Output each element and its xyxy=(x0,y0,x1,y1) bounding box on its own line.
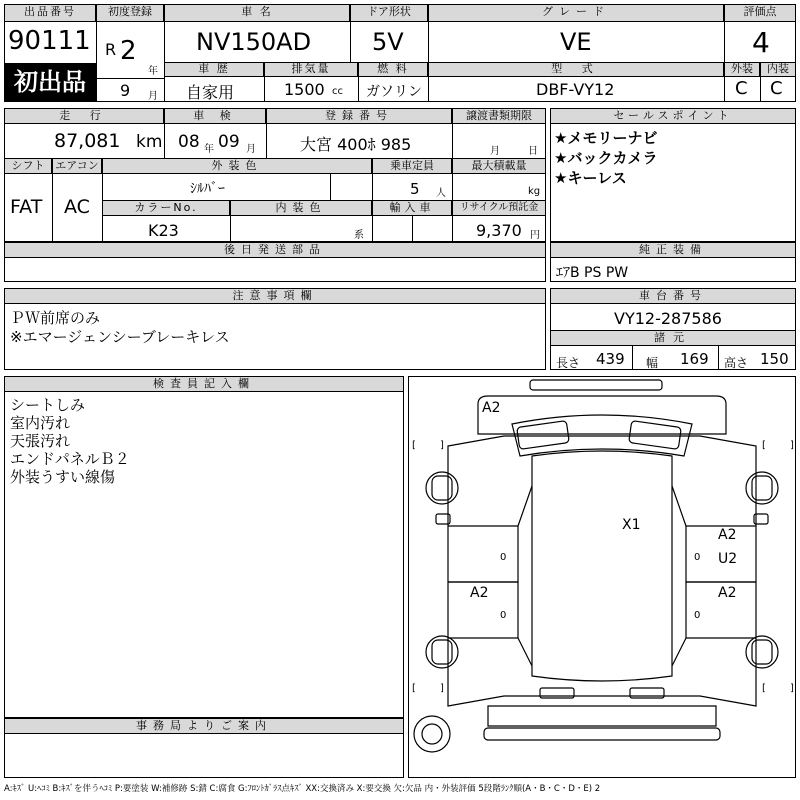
plate-label: 登録番号 xyxy=(266,108,452,124)
note-line: ＰＷ前席のみ xyxy=(10,309,101,327)
era: R xyxy=(105,40,117,59)
notes-list xyxy=(10,309,230,347)
interior-label: 内装 xyxy=(760,62,796,77)
month-unit: 月 xyxy=(148,91,158,102)
inspector-line: 外装うすい線傷 xyxy=(10,468,116,486)
height: 150 xyxy=(760,350,789,368)
score: 4 xyxy=(752,26,770,59)
width: 169 xyxy=(680,350,709,368)
inspector-list xyxy=(10,396,130,486)
interior-color-unit: 系 xyxy=(354,230,364,241)
inspection-label: 車 検 xyxy=(164,108,266,124)
bracket-left-top: [ xyxy=(412,440,416,451)
bracket-left-top-close: ] xyxy=(440,440,444,451)
bracket-right-bottom-close: ] xyxy=(790,683,794,694)
note-line: ※エマージェンシーブレーキレス xyxy=(10,328,230,346)
lot-label: 出品番号 xyxy=(4,4,96,22)
length: 439 xyxy=(596,350,625,368)
exterior-color: ｼﾙﾊﾞｰ xyxy=(190,181,225,197)
sales-item: ★メモリーナビ xyxy=(554,129,658,147)
sales-label: セールスポイント xyxy=(550,108,796,124)
bracket-right-top: [ xyxy=(762,440,766,451)
chassis-number: VY12-287586 xyxy=(614,309,722,328)
import-label: 輸入車 xyxy=(372,200,452,216)
recycle-label: リサイクル預託金 xyxy=(452,200,546,216)
diagram-zero: 0 xyxy=(500,610,507,621)
year-unit: 年 xyxy=(148,66,158,77)
recycle-unit: 円 xyxy=(530,230,540,241)
diagram-mark-right-front-a: A2 xyxy=(718,527,737,543)
load-label: 最大積載量 xyxy=(452,158,546,174)
diagram-zero: 0 xyxy=(500,552,507,563)
bracket-left-bottom-close: ] xyxy=(440,683,444,694)
inspector-label: 検査員記入欄 xyxy=(4,376,404,392)
legend: A:ｷｽﾞ U:ﾍｺﾐ B:ｷｽﾞを伴うﾍｺﾐ P:要塗装 W:補修跡 S:錆 C:腐食 G:ﾌﾛﾝﾄｶﾞﾗｽ点ｷｽﾞ XX:交換済み X:要交換 欠:欠品 内・外装評価 5段階ﾗﾝｸ順(A・B・C・D・E) 2 xyxy=(4,784,601,794)
lot-number: 90111 xyxy=(8,26,91,56)
mileage-unit: km xyxy=(136,132,163,152)
exterior-label: 外装 xyxy=(724,62,760,77)
capacity-unit: 人 xyxy=(436,188,446,199)
color-no-label: カラーNo. xyxy=(102,200,230,216)
transfer-month-unit: 月 xyxy=(490,146,500,157)
equipment-label: 純正装備 xyxy=(550,242,796,258)
diagram-zero: 0 xyxy=(694,610,701,621)
inspector-line: シートしみ xyxy=(10,396,86,414)
color-label: 外装色 xyxy=(102,158,372,174)
notes-label: 注意事項欄 xyxy=(4,288,546,304)
car-outline-diagram xyxy=(408,376,796,778)
diagram-mark-center: X1 xyxy=(622,517,641,533)
diagram-mark-right-front-u: U2 xyxy=(718,551,738,567)
color-no: K23 xyxy=(148,221,179,240)
transfer-label: 譲渡書類期限 xyxy=(452,108,546,124)
details-block xyxy=(4,108,546,242)
equipment-value: ｴｱB PS PW xyxy=(556,265,629,281)
inspection-year-unit: 年 xyxy=(204,144,214,155)
ac-label: エアコン xyxy=(52,158,102,174)
spec-label: 諸元 xyxy=(550,330,796,346)
model: DBF-VY12 xyxy=(536,80,615,99)
history: 自家用 xyxy=(186,83,235,102)
displacement-label: 排気量 xyxy=(264,62,358,77)
door-type: 5V xyxy=(372,28,404,56)
length-label: 長さ xyxy=(556,356,581,370)
bracket-right-top-close: ] xyxy=(790,440,794,451)
shift-label: シフト xyxy=(4,158,52,174)
exterior-grade: C xyxy=(735,78,748,99)
grade-label: グレード xyxy=(428,4,724,22)
transfer-day-unit: 日 xyxy=(528,146,538,157)
load-unit: kg xyxy=(528,186,541,197)
diagram-zero: 0 xyxy=(694,552,701,563)
first-listing-badge: 初出品 xyxy=(4,63,96,102)
capacity: 5 xyxy=(410,180,420,198)
sales-list xyxy=(554,128,657,188)
bracket-left-bottom: [ xyxy=(412,683,416,694)
ac: AC xyxy=(64,196,90,218)
reg-month: 9 xyxy=(120,81,131,100)
history-label: 車 歴 xyxy=(164,62,264,77)
displacement: 1500 xyxy=(284,80,325,99)
capacity-label: 乗車定員 xyxy=(372,158,452,174)
diagram-mark-left-rear: A2 xyxy=(470,585,489,601)
plate-number: 大宮 400ﾎ 985 xyxy=(300,135,412,154)
displacement-unit: cc xyxy=(332,86,343,97)
first-reg-label: 初度登録 xyxy=(96,4,164,22)
inspection-month-unit: 月 xyxy=(246,144,256,155)
chassis-label: 車台番号 xyxy=(550,288,796,304)
sales-item: ★バックカメラ xyxy=(554,149,658,167)
recycle-amount: 9,370 xyxy=(476,221,522,240)
reg-year: 2 xyxy=(120,36,137,66)
diagram-mark-top-left: A2 xyxy=(482,400,501,416)
inspection-month: 09 xyxy=(218,132,240,152)
width-label: 幅 xyxy=(646,356,659,370)
fuel-label: 燃 料 xyxy=(358,62,428,77)
car-name-label: 車 名 xyxy=(164,4,350,22)
door-label: ドア形状 xyxy=(350,4,428,22)
inspector-line: 天張汚れ xyxy=(10,432,71,450)
diagram-mark-right-rear: A2 xyxy=(718,585,737,601)
inspection-year: 08 xyxy=(178,132,200,152)
car-name: NV150AD xyxy=(196,28,312,56)
office-label: 事務局よりご案内 xyxy=(4,718,404,734)
mileage-label: 走 行 xyxy=(4,108,164,124)
model-label: 型 式 xyxy=(428,62,724,77)
inspector-line: 室内汚れ xyxy=(10,414,71,432)
later-parts-label: 後日発送部品 xyxy=(4,242,546,258)
fuel: ガソリン xyxy=(366,84,422,100)
inspector-line: エンドパネルＢ２ xyxy=(10,450,130,468)
height-label: 高さ xyxy=(724,356,749,370)
interior-color-label: 内装色 xyxy=(230,200,372,216)
score-label: 評価点 xyxy=(724,4,796,22)
sales-item: ★キーレス xyxy=(554,169,627,187)
bracket-right-bottom: [ xyxy=(762,683,766,694)
grade: VE xyxy=(560,28,592,56)
mileage: 87,081 xyxy=(54,130,121,152)
shift: FAT xyxy=(10,196,43,218)
interior-grade: C xyxy=(770,78,783,99)
